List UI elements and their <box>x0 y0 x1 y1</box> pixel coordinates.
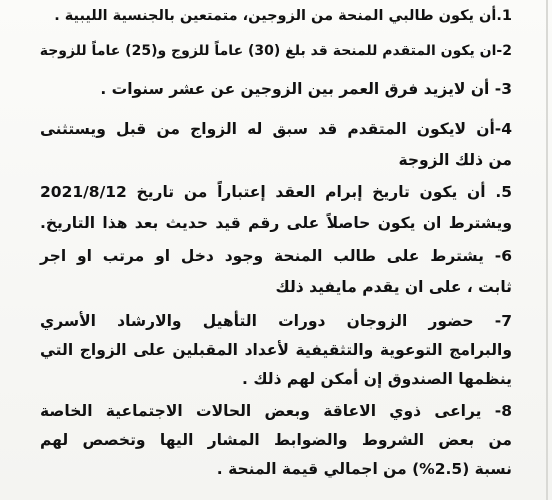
condition-7-line-1: 7- حضور الزوجان دورات التأهيل والارشاد الأسري <box>40 312 512 330</box>
condition-8-line-1: 8- يراعى ذوي الاعاقة وبعض الحالات الاجتماعية الخاصة <box>40 402 512 420</box>
condition-item-5 <box>40 177 512 239</box>
condition-8-line-3: نسبة (2.5%) من اجمالي قيمة المنحة . <box>216 460 512 478</box>
condition-5-line-2: ويشترط ان يكون حاصلاً على رقم قيد حديث بعد هذا التاريخ. <box>40 214 512 232</box>
page-edge <box>546 0 548 500</box>
condition-item-2 <box>40 36 512 67</box>
condition-8-line-2: من بعض الشروط والضوابط المشار اليها وتخصص لهم <box>40 431 512 449</box>
condition-item-7 <box>40 307 512 394</box>
condition-item-6 <box>40 241 512 303</box>
condition-item-3 <box>40 74 512 105</box>
condition-item-8 <box>40 397 512 484</box>
condition-2-line-1: 2-ان يكون المتقدم للمنحة قد بلغ (30) عاماً للزوج و(25) عاماً للزوجة <box>39 43 512 59</box>
condition-item-4 <box>40 114 512 176</box>
condition-1-line-1: 1.أن يكون طالبي المنحة من الزوجين، متمتعين بالجنسية الليبية . <box>54 8 512 24</box>
condition-6-line-2: ثابت ، على ان يقدم مايفيد ذلك <box>275 278 512 296</box>
condition-7-line-3: ينظمها الصندوق إن أمكن لهم ذلك . <box>242 370 512 388</box>
condition-3-line-1: 3- أن لايزيد فرق العمر بين الزوجين عن عشر سنوات . <box>100 80 512 98</box>
condition-4-line-2: من ذلك الزوجة <box>398 151 512 169</box>
condition-6-line-1: 6- يشترط على طالب المنحة وجود دخل او مرتب او اجر <box>40 247 512 265</box>
condition-item-1 <box>40 1 512 32</box>
condition-7-line-2: والبرامج التوعوية والتثقيفية لأعداد المقبلين على الزواج التي <box>40 341 512 359</box>
condition-4-line-1: 4-أن لايكون المتقدم قد سبق له الزواج من قبل ويستثنى <box>40 120 512 138</box>
condition-5-line-1: 5. أن يكون تاريخ إبرام العقد إعتباراً من تاريخ 2021/8/12 <box>40 183 512 201</box>
